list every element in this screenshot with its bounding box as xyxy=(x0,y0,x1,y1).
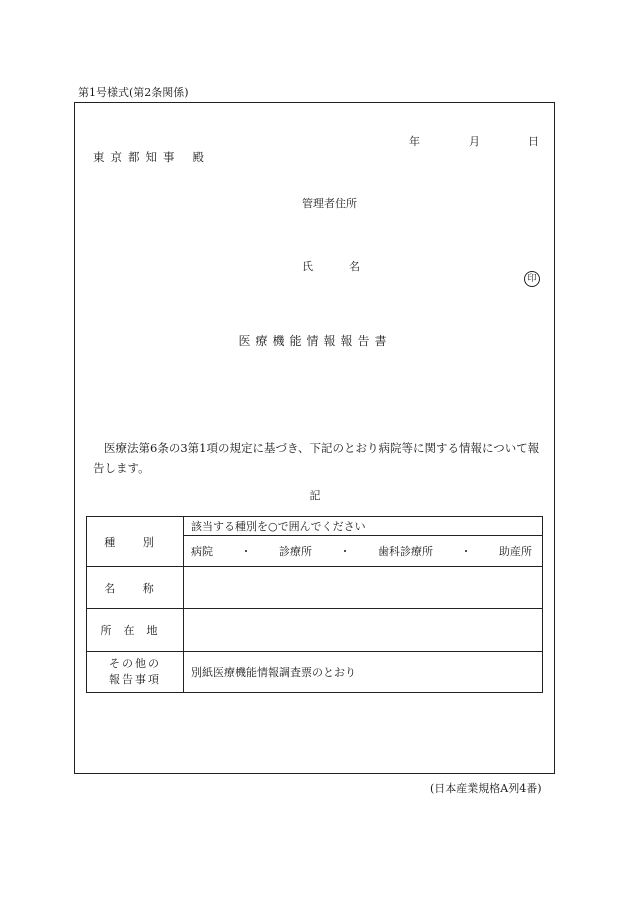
manager-name-label-2: 名 xyxy=(349,260,360,273)
type-option-midwifery: 助産所 xyxy=(499,545,532,558)
addressee-honorific: 殿 xyxy=(192,150,204,164)
seal-mark: 印 xyxy=(524,271,540,287)
type-option-separator: ・ xyxy=(240,545,252,558)
location-value[interactable] xyxy=(184,609,543,652)
type-option-hospital: 病院 xyxy=(191,545,213,558)
type-options-cell xyxy=(184,536,543,567)
ki-heading: 記 xyxy=(309,489,321,502)
addressee-name: 東京都知事 xyxy=(93,150,181,164)
other-label-line-2: 報告事項 xyxy=(109,673,161,686)
form-number: 第1号様式(第2条関係) xyxy=(78,86,189,99)
name-value[interactable] xyxy=(184,567,543,609)
other-label xyxy=(87,652,184,693)
type-option-clinic: 診療所 xyxy=(279,545,312,558)
type-label: 種 別 xyxy=(87,517,184,567)
name-label: 名 称 xyxy=(87,567,184,609)
type-option-separator: ・ xyxy=(339,545,351,558)
date-day: 日 xyxy=(528,135,539,148)
manager-name-label-1: 氏 xyxy=(302,260,313,273)
type-instruction: 該当する種別を○で囲んでください xyxy=(184,517,543,536)
other-label-line-1: その他の xyxy=(109,657,161,670)
type-options xyxy=(184,543,542,559)
addressee xyxy=(93,149,204,165)
type-option-dental-clinic: 歯科診療所 xyxy=(378,545,433,558)
manager-address-label: 管理者住所 xyxy=(302,197,357,210)
location-label: 所在地 xyxy=(87,609,184,652)
document-title: 医療機能情報報告書 xyxy=(238,334,392,348)
body-text: 医療法第6条の3第1項の規定に基づき、下記のとおり病院等に関する情報について報告します。 xyxy=(93,441,540,475)
paper-size-note: (日本産業規格A列4番) xyxy=(430,782,542,795)
date-month: 月 xyxy=(469,135,480,148)
date-year: 年 xyxy=(409,135,420,148)
other-value: 別紙医療機能情報調査票のとおり xyxy=(184,652,543,693)
details-table xyxy=(86,516,543,693)
type-option-separator: ・ xyxy=(460,545,472,558)
